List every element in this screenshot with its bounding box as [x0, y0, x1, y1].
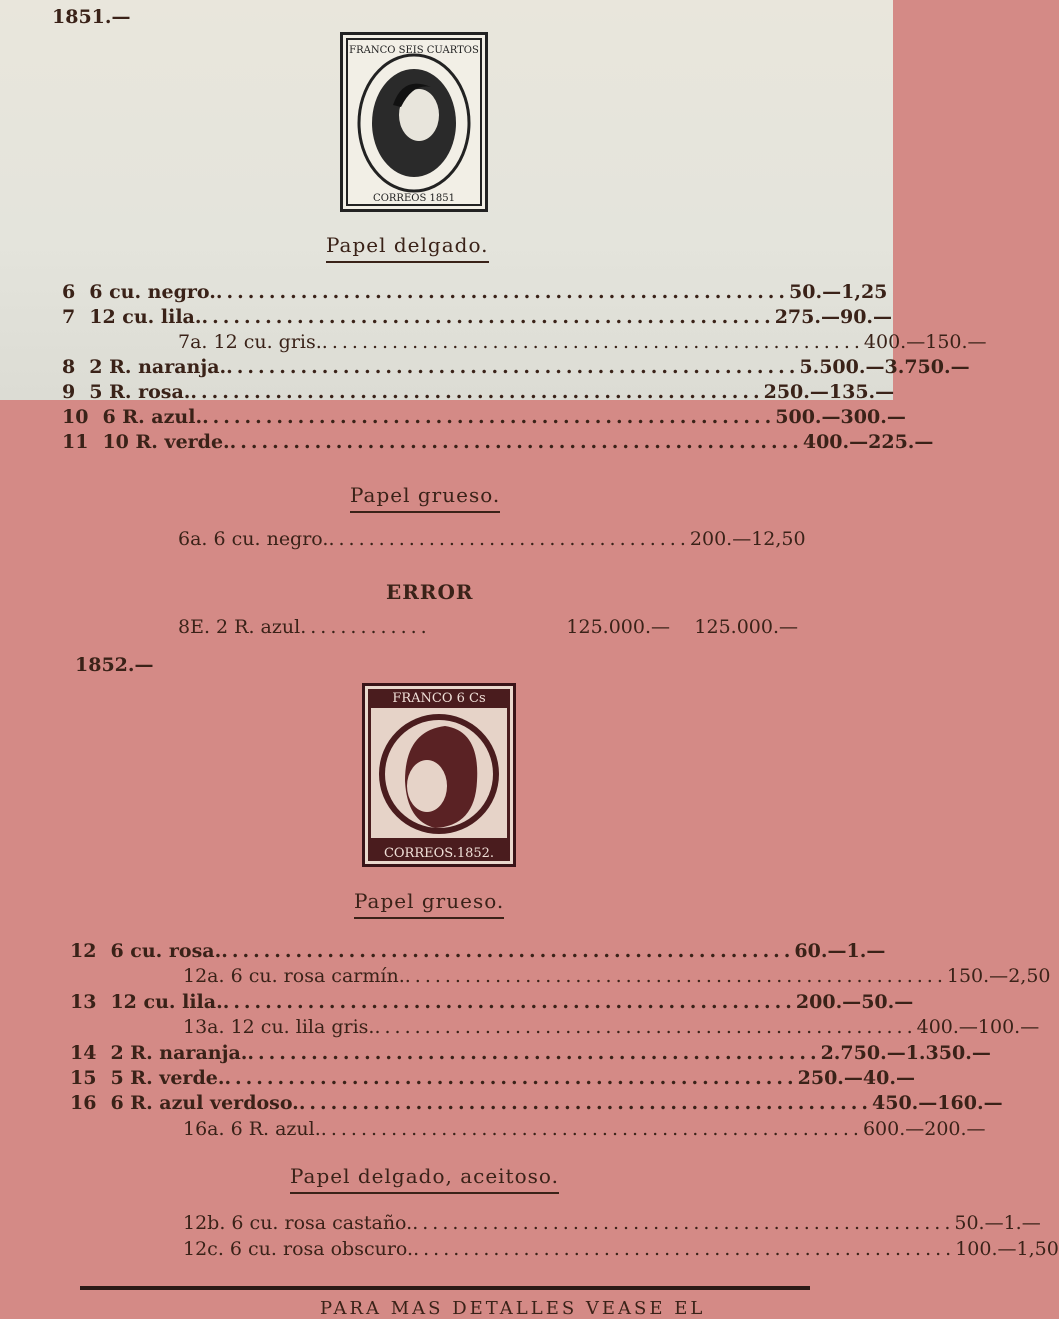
heading-error: ERROR	[386, 580, 474, 604]
leader-dots: ......................................................	[190, 381, 764, 403]
leader-dots: ......................................................	[320, 1117, 863, 1140]
catalog-row	[183, 1016, 1040, 1039]
catalog-row	[183, 1238, 1059, 1260]
row-price-used: 40.—	[862, 1067, 915, 1089]
row-price-new: 125.000.—	[566, 616, 670, 638]
row-price-used: 200.—	[924, 1117, 986, 1140]
row-price-used: 225.—	[868, 431, 934, 453]
leader-dots: ......................................................	[222, 990, 796, 1013]
row-desc: 16a. 6 R. azul.	[183, 1117, 321, 1140]
catalog-row	[183, 1117, 986, 1140]
row-number: 11	[62, 431, 89, 453]
row-number: 15	[70, 1067, 97, 1089]
row-desc: 10 R. verde.	[102, 431, 230, 453]
row-price-used: 12,50	[751, 528, 806, 550]
catalog-row	[62, 381, 895, 403]
row-price-used: 3.750.—	[884, 356, 970, 378]
row-desc: 6 cu. negro.	[89, 281, 216, 303]
row-price-new: 275.—	[774, 306, 840, 328]
row-price-used: 1.—	[1003, 1212, 1041, 1234]
leader-dots: ....................................	[328, 528, 690, 550]
row-number: 7	[62, 306, 76, 328]
row-price-used: 1.350.—	[905, 1041, 991, 1064]
row-number: 16	[70, 1092, 97, 1115]
row-price-used: 100.—	[977, 1016, 1040, 1039]
row-price-used: 135.—	[828, 381, 895, 403]
row-price-used: 125.000.—	[694, 616, 798, 638]
catalog-row	[70, 1092, 1003, 1115]
catalog-row	[70, 1041, 991, 1064]
row-price-new: 200.—	[689, 528, 752, 550]
catalog-row	[62, 306, 893, 328]
row-number: 8	[62, 356, 76, 378]
row-desc: 12b. 6 cu. rosa castaño.	[183, 1212, 413, 1234]
year-1851: 1851.—	[52, 6, 131, 28]
row-price-used: 150.—	[925, 331, 987, 353]
row-6a	[178, 528, 806, 550]
year-1852: 1852.—	[75, 654, 154, 676]
row-price-used: 1,50	[1016, 1238, 1059, 1260]
stamp-1852-image	[362, 683, 516, 867]
stamp-1851-portrait	[343, 35, 485, 209]
row-desc: 12 cu. lila.	[89, 306, 202, 328]
row-number: 10	[62, 406, 89, 428]
leader-dots: .............	[300, 616, 431, 638]
catalog-row	[183, 1212, 1041, 1234]
stamp-1852-bottom-text: CORREOS.1852.	[383, 846, 495, 861]
leader-dots: ......................................................	[226, 356, 800, 378]
row-price-new: 400.—	[802, 431, 869, 453]
catalog-row	[183, 965, 1051, 988]
leader-dots: ......................................................	[202, 406, 776, 428]
stamp-1852-portrait	[365, 686, 513, 864]
leader-dots: ......................................................	[247, 1041, 821, 1064]
row-price-new: 200.—	[795, 990, 862, 1013]
catalog-row	[62, 431, 934, 453]
leader-dots: ......................................................	[221, 940, 795, 962]
stamp-1852-top-text: FRANCO 6 Cs	[392, 691, 486, 706]
row-price-new: 600.—	[862, 1117, 925, 1140]
row-price-used: 2,50	[1008, 965, 1051, 988]
leader-dots: ......................................................	[224, 1067, 798, 1089]
row-price-used: 1.—	[846, 940, 886, 962]
row-desc: 6 R. azul verdoso.	[110, 1092, 299, 1115]
stamp-1851-bottom-text: CORREOS 1851	[373, 193, 455, 204]
row-desc: 2 R. naranja.	[110, 1041, 248, 1064]
row-price-new: 5.500.—	[799, 356, 885, 378]
catalog-row	[70, 940, 886, 962]
leader-dots: ......................................................	[298, 1092, 873, 1115]
catalog-row	[70, 1067, 915, 1089]
row-price-used: 160.—	[937, 1092, 1003, 1115]
row-desc: 2 R. naranja.	[89, 356, 227, 378]
row-price-new: 2.750.—	[820, 1041, 906, 1064]
row-desc: 6 cu. rosa.	[110, 940, 222, 962]
row-desc: 5 R. rosa.	[89, 381, 191, 403]
row-price-new: 450.—	[872, 1092, 938, 1115]
catalog-row	[62, 281, 888, 303]
leader-dots: ......................................................	[412, 1212, 955, 1234]
row-desc: 6a. 6 cu. negro.	[178, 528, 329, 550]
row-price-new: 400.—	[863, 331, 926, 353]
row-price-used: 1,25	[841, 281, 888, 303]
leader-dots: ......................................................	[413, 1238, 956, 1260]
leader-dots: ......................................................	[321, 331, 864, 353]
row-number: 6	[62, 281, 76, 303]
row-price-new: 400.—	[916, 1016, 978, 1039]
row-number: 12	[70, 940, 97, 962]
leader-dots: ......................................................	[404, 965, 947, 988]
leader-dots: ......................................................	[201, 306, 775, 328]
row-desc: 12c. 6 cu. rosa obscuro.	[183, 1238, 414, 1260]
heading-papel-delgado: Papel delgado.	[326, 233, 489, 263]
row-desc: 8E. 2 R. azul	[178, 616, 301, 638]
leader-dots: ......................................................	[215, 281, 790, 303]
row-number: 13	[70, 990, 97, 1013]
row-price-new: 150.—	[946, 965, 1009, 988]
row-price-used: 300.—	[840, 406, 906, 428]
heading-papel-grueso-1851: Papel grueso.	[350, 483, 500, 513]
row-price-new: 500.—	[775, 406, 841, 428]
row-8e	[178, 616, 798, 638]
catalog-row	[70, 990, 914, 1013]
row-price-used: 50.—	[861, 990, 914, 1013]
bottom-rule	[80, 1286, 810, 1290]
leader-dots: ......................................................	[374, 1016, 917, 1039]
row-desc: 7a. 12 cu. gris.	[178, 331, 322, 353]
row-price-new: 100.—	[955, 1238, 1017, 1260]
heading-papel-grueso-1852: Papel grueso.	[354, 889, 504, 919]
stamp-1851-top-text: FRANCO SEIS CUARTOS	[349, 45, 479, 56]
heading-papel-aceitoso: Papel delgado, aceitoso.	[290, 1164, 559, 1194]
row-number: 14	[70, 1041, 97, 1064]
leader-dots: ......................................................	[229, 431, 803, 453]
footer-text: PARA MAS DETALLES VEASE EL	[320, 1298, 706, 1319]
row-desc: 12a. 6 cu. rosa carmín.	[183, 965, 405, 988]
row-desc: 6 R. azul.	[102, 406, 203, 428]
catalog-row	[62, 356, 970, 378]
catalog-row	[62, 406, 906, 428]
row-price-new: 250.—	[763, 381, 829, 403]
row-price-new: 50.—	[954, 1212, 1004, 1234]
row-price-new: 250.—	[797, 1067, 863, 1089]
stamp-1851-image	[340, 32, 488, 212]
row-number: 9	[62, 381, 76, 403]
catalog-row	[178, 331, 987, 353]
row-desc: 13a. 12 cu. lila gris.	[183, 1016, 375, 1039]
row-price-new: 50.—	[789, 281, 842, 303]
row-price-used: 90.—	[839, 306, 893, 328]
row-desc: 5 R. verde.	[110, 1067, 225, 1089]
row-desc: 12 cu. lila.	[110, 990, 223, 1013]
row-price-new: 60.—	[794, 940, 847, 962]
